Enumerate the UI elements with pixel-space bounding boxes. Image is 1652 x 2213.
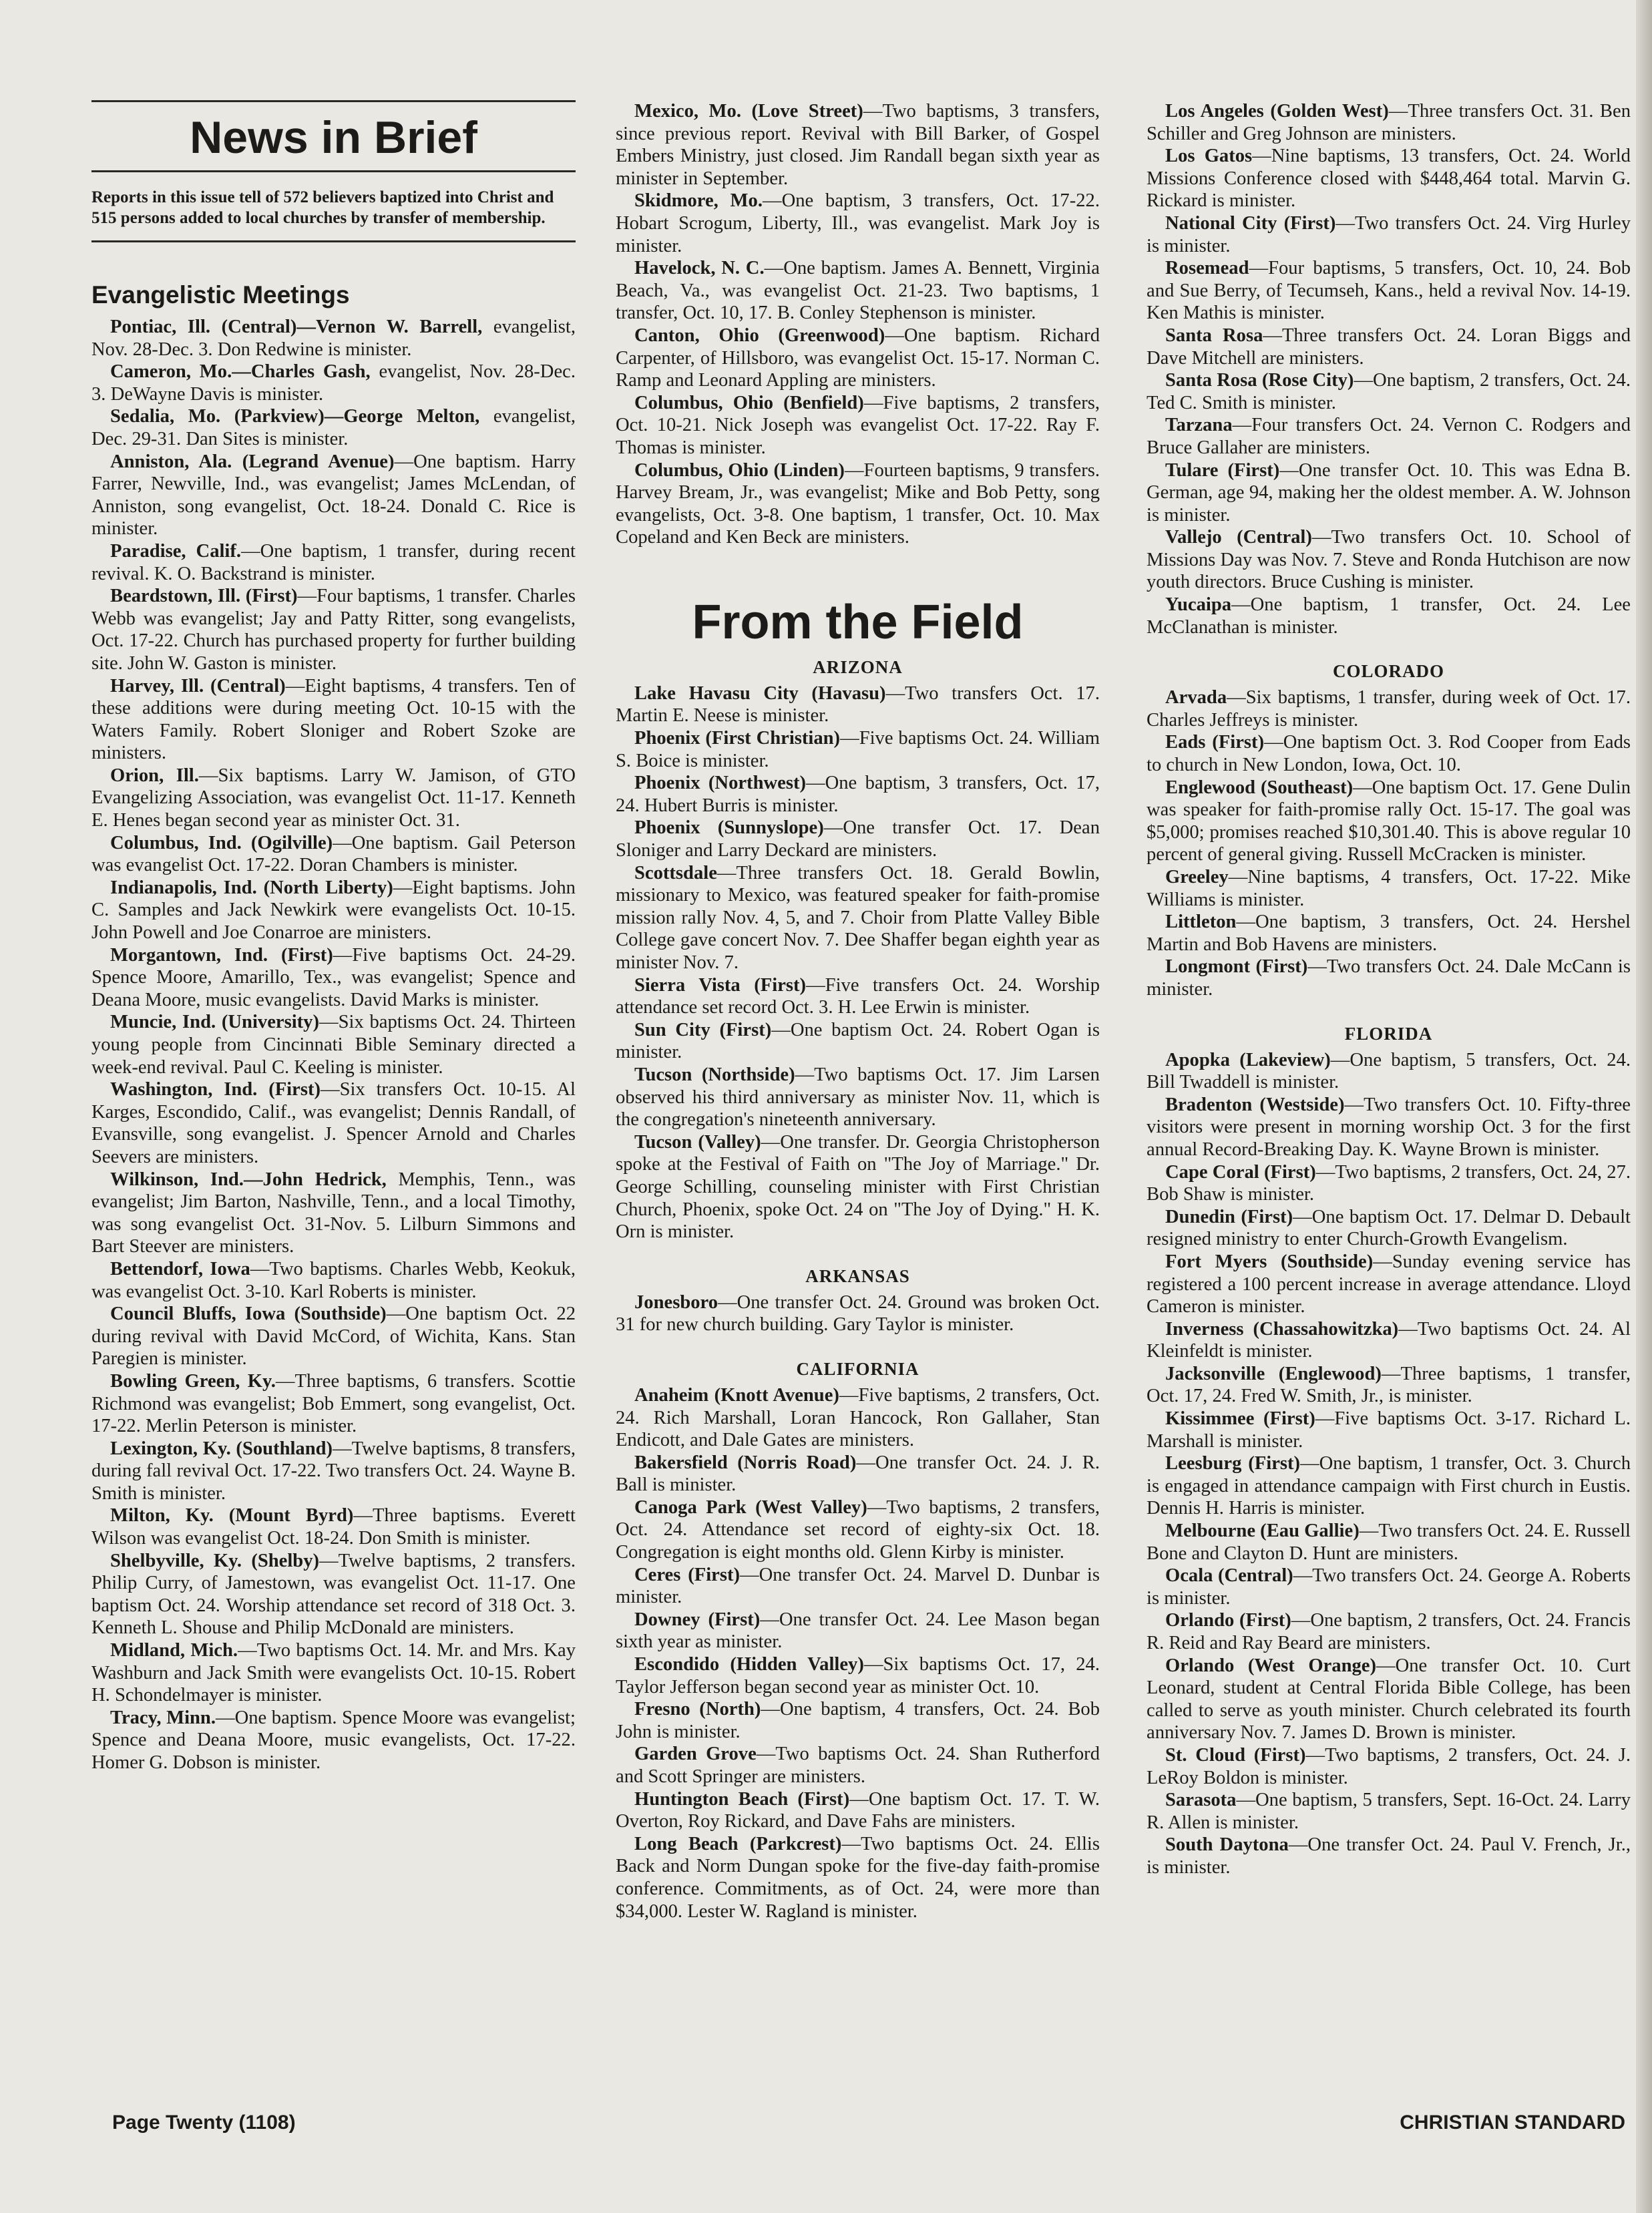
entry-place: Longmont (First) bbox=[1165, 956, 1308, 978]
entry-text: —Four baptisms, 5 transfers, Oct. 10, 24. Bob and Sue Berry, of Tecumseh, Kans., held a revival Nov. 14-19. Ken Mathis is minister. bbox=[1147, 258, 1631, 324]
entry bbox=[1147, 1655, 1631, 1744]
entry bbox=[1147, 212, 1631, 257]
entry bbox=[1147, 777, 1631, 866]
publication-name: CHRISTIAN STANDARD bbox=[1400, 2111, 1625, 2134]
entry-place: Sun City (First) bbox=[634, 1019, 772, 1040]
entry bbox=[616, 325, 1100, 392]
entry bbox=[1147, 1408, 1631, 1452]
entry bbox=[616, 817, 1100, 861]
entry-text: —One transfer. Dr. Georgia Christopherson spoke at the Festival of Faith on "The Joy of Marriage." Dr. George Schilling, counseling minister with First Christian Church, Phoenix, spoke Oct. 24 on "The Joy of Dying." H. K. Orn is minister. bbox=[616, 1131, 1100, 1243]
entry bbox=[91, 944, 576, 1012]
entry-text: —One baptism, 3 transfers, Oct. 17-22. Hobart Scrogum, Liberty, Ill., was evangelist. Mark Joy is minister. bbox=[616, 190, 1100, 256]
entry-text: —One baptism, 1 transfer, Oct. 24. Lee McClanathan is minister. bbox=[1147, 594, 1631, 638]
entry bbox=[91, 1438, 576, 1505]
entry bbox=[1147, 866, 1631, 911]
entry-place: Bowling Green, Ky. bbox=[110, 1370, 276, 1392]
news-in-brief-title: News in Brief bbox=[190, 112, 477, 163]
entry-text: —Three transfers Oct. 24. Loran Biggs and Dave Mitchell are ministers. bbox=[1147, 325, 1631, 369]
entry-place: Lake Havasu City (Havasu) bbox=[634, 682, 886, 704]
entry-text: —Fourteen baptisms, 9 transfers. Harvey Bream, Jr., was evangelist; Mike and Bob Petty, song evangelists, Oct. 3-8. One baptism, 1 transfer, Oct. 10. Max Copeland and Ken Beck are ministers. bbox=[616, 459, 1100, 548]
entry-text: —Twelve baptisms, 8 transfers, during fall revival Oct. 17-22. Two transfers Oct. 24. Wayne B. Smith is minister. bbox=[91, 1438, 576, 1504]
entry bbox=[616, 459, 1100, 549]
entry bbox=[616, 862, 1100, 974]
entry-text: —Three baptisms. Everett Wilson was evangelist Oct. 18-24. Don Smith is minister. bbox=[91, 1505, 576, 1549]
entry-place: Greeley bbox=[1165, 867, 1229, 887]
entry bbox=[1147, 1206, 1631, 1251]
entry bbox=[91, 405, 576, 450]
entry-text: —One baptism. Harry Farrer, Newville, Ind., was evangelist; James McLendan, of Anniston, song evangelist, Oct. 18-24. Donald C. Rice is minister. bbox=[91, 451, 576, 540]
florida-list bbox=[1147, 1049, 1631, 1879]
entry-place: Santa Rosa bbox=[1165, 325, 1263, 346]
entry-place: Orion, Ill. bbox=[110, 765, 199, 786]
entry-text: —Two transfers Oct. 24. E. Russell Bone and Clayton D. Hunt are ministers. bbox=[1147, 1521, 1631, 1564]
entry-text: —Two transfers Oct. 10. School of Missions Day was Nov. 7. Steve and Ronda Hutchison are now youth directors. Bruce Cushing is minister. bbox=[1147, 527, 1631, 593]
entry-place: Tulare (First) bbox=[1165, 459, 1280, 481]
entry-text: —Two transfers Oct. 17. Martin E. Neese is minister. bbox=[616, 682, 1100, 727]
entry-place: Santa Rosa (Rose City) bbox=[1165, 370, 1354, 391]
entry bbox=[1147, 1251, 1631, 1318]
entry bbox=[616, 1833, 1100, 1923]
entry-place: Eads (First) bbox=[1165, 732, 1265, 753]
entry bbox=[616, 1019, 1100, 1064]
entry-text: —One transfer Oct. 17. Dean Sloniger and Larry Deckard are ministers. bbox=[616, 817, 1100, 861]
entry bbox=[91, 451, 576, 540]
entry-place: Fort Myers (Southside) bbox=[1165, 1251, 1374, 1272]
state-heading-florida: FLORIDA bbox=[1344, 1023, 1433, 1044]
entry bbox=[91, 1078, 576, 1168]
entry-text: —Five baptisms, 2 transfers, Oct. 10-21. Nick Joseph was evangelist Oct. 17-22. Ray F. Thomas is minister. bbox=[616, 392, 1100, 458]
entry-place: Sedalia, Mo. (Parkview)—George Melton, bbox=[110, 406, 480, 427]
entry-text: —Five transfers Oct. 24. Worship attendance set record Oct. 3. H. Lee Erwin is minister. bbox=[616, 974, 1100, 1018]
entry-text: —Sunday evening service has registered a 100 percent increase in average attendance. Lloyd Cameron is minister. bbox=[1147, 1251, 1631, 1318]
entry-place: Sarasota bbox=[1165, 1790, 1237, 1811]
entry-place: Bradenton (Westside) bbox=[1165, 1094, 1345, 1115]
entry-text: —One baptism, 3 transfers, Oct. 17, 24. Hubert Burris is minister. bbox=[616, 773, 1100, 816]
entry-place: South Daytona bbox=[1165, 1834, 1289, 1856]
entry-text: —Six baptisms. Larry W. Jamison, of GTO Evangelizing Association, was evangelist Oct. 11-17. Kenneth E. Henes began second year as minister Oct. 31. bbox=[91, 765, 576, 831]
california-list-a bbox=[616, 1384, 1100, 1923]
entry-text: —One baptism, 1 transfer, during recent revival. K. O. Backstrand is minister. bbox=[91, 540, 576, 584]
entry-text: —Two baptisms, 3 transfers, since previous report. Revival with Bill Barker, of Gospel Embers Ministry, just closed. Jim Randall began sixth year as minister in September. bbox=[616, 101, 1100, 189]
entry bbox=[1147, 1609, 1631, 1654]
entry-text: Memphis, Tenn., was evangelist; Jim Barton, Nashville, Tenn., and a local Timothy, was song evangelist Oct. 31-Nov. 5. Lilburn Simmons and Bart Steever are ministers. bbox=[91, 1169, 576, 1257]
entry bbox=[1147, 325, 1631, 369]
entry-text: —One baptism. Gail Peterson was evangelist Oct. 17-22. Doran Chambers is minister. bbox=[91, 832, 576, 876]
news-in-brief-intro: Reports in this issue tell of 572 believers baptized into Christ and 515 persons added to local churches by transfer of membership. bbox=[91, 188, 554, 227]
entry-text: —Six transfers Oct. 10-15. Al Karges, Escondido, Calif., was evangelist; Dennis Randall, of Evansville, song evangelist. J. Spencer Arnold and Charles Seevers are ministers. bbox=[91, 1079, 576, 1167]
entry bbox=[91, 585, 576, 674]
entry bbox=[1147, 257, 1631, 325]
entry-text: evangelist, Dec. 29-31. Dan Sites is minister. bbox=[91, 406, 576, 449]
entry bbox=[1147, 1318, 1631, 1363]
entry-text: —Two baptisms. Charles Webb, Keokuk, was evangelist Oct. 3-10. Karl Roberts is minister. bbox=[91, 1258, 576, 1302]
entry-place: Long Beach (Parkcrest) bbox=[634, 1833, 842, 1854]
entry-text: —One transfer Oct. 10. This was Edna B. German, age 94, making her the oldest member. A. W. Johnson is minister. bbox=[1147, 459, 1631, 526]
entry bbox=[91, 877, 576, 944]
entry-text: —Two baptisms Oct. 24. Ellis Back and Norm Dungan spoke for the five-day faith-promise conference. Commitments, as of Oct. 24, were more than $34,000. Lester W. Ragland is minister. bbox=[616, 1833, 1100, 1922]
colorado-list bbox=[1147, 686, 1631, 1000]
entry-place: Canoga Park (West Valley) bbox=[634, 1496, 867, 1518]
entry-text: —Two baptisms, 2 transfers, Oct. 24, 27. Bob Shaw is minister. bbox=[1147, 1161, 1631, 1205]
entry-text: —Two transfers Oct. 24. George A. Roberts is minister. bbox=[1147, 1565, 1631, 1609]
entry-text: —One baptism Oct. 22 during revival with David McCord, of Wichita, Kans. Stan Paregien is minister. bbox=[91, 1303, 576, 1370]
entry bbox=[1147, 731, 1631, 776]
entry bbox=[91, 1504, 576, 1549]
entry bbox=[616, 974, 1100, 1019]
entry-place: Rosemead bbox=[1165, 258, 1249, 279]
state-heading-colorado: COLORADO bbox=[1332, 661, 1444, 682]
column-1 bbox=[91, 100, 576, 1774]
entry-place: Orlando (First) bbox=[1165, 1610, 1291, 1631]
entry-text: —Five baptisms, 2 transfers, Oct. 24. Rich Marshall, Loran Hancock, Ron Gallaher, Stan Endicott, and Dale Gates are ministers. bbox=[616, 1384, 1100, 1451]
entry-place: Wilkinson, Ind.—John Hedrick, bbox=[110, 1169, 387, 1190]
entry-place: Bakersfield (Norris Road) bbox=[634, 1452, 857, 1473]
entry-place: Sierra Vista (First) bbox=[634, 974, 807, 996]
entry-place: Anaheim (Knott Avenue) bbox=[634, 1384, 839, 1406]
entry-place: Littleton bbox=[1165, 912, 1237, 933]
entry-text: —Twelve baptisms, 2 transfers. Philip Curry, of Jamestown, was evangelist Oct. 11-17. One baptism Oct. 24. Worship attendance set record of 318 Oct. 3. Kenneth L. Shouse and Philip McDonald are ministers. bbox=[91, 1550, 576, 1639]
entry bbox=[616, 100, 1100, 190]
entry bbox=[91, 1370, 576, 1438]
entry-place: Milton, Ky. (Mount Byrd) bbox=[110, 1505, 354, 1527]
entry bbox=[1147, 1834, 1631, 1878]
entry bbox=[616, 1609, 1100, 1653]
entry-place: Orlando (West Orange) bbox=[1165, 1655, 1377, 1676]
entry-text: —Three transfers Oct. 31. Ben Schiller and Greg Johnson are ministers. bbox=[1147, 101, 1631, 144]
entry-place: Washington, Ind. (First) bbox=[110, 1079, 321, 1100]
entry-place: Council Bluffs, Iowa (Southside) bbox=[110, 1303, 387, 1325]
entry-text: —Two baptisms, 2 transfers, Oct. 24. J. LeRoy Boldon is minister. bbox=[1147, 1744, 1631, 1788]
entry-place: Tucson (Valley) bbox=[634, 1131, 761, 1153]
entry-text: —One baptism, 4 transfers, Oct. 24. Bob John is minister. bbox=[616, 1699, 1100, 1742]
entry bbox=[616, 727, 1100, 772]
entry bbox=[616, 1698, 1100, 1743]
entry bbox=[1147, 1520, 1631, 1565]
entry-place: Skidmore, Mo. bbox=[634, 190, 763, 212]
entry-place: Los Gatos bbox=[1165, 146, 1253, 167]
meetings-list-b bbox=[616, 100, 1100, 549]
entry-place: Anniston, Ala. (Legrand Avenue) bbox=[110, 451, 395, 472]
entry-text: —Six baptisms, 1 transfer, during week of Oct. 17. Charles Jeffreys is minister. bbox=[1147, 687, 1631, 731]
entry-place: Tracy, Minn. bbox=[110, 1707, 216, 1728]
entry-text: —One transfer Oct. 24. Lee Mason began sixth year as minister. bbox=[616, 1609, 1100, 1653]
entry-place: Phoenix (Northwest) bbox=[634, 773, 806, 794]
entry-text: evangelist, Nov. 28-Dec. 3. Don Redwine is minister. bbox=[91, 317, 576, 360]
entry bbox=[91, 765, 576, 832]
entry-text: —Three baptisms, 1 transfer, Oct. 17, 24. Fred W. Smith, Jr., is minister. bbox=[1147, 1363, 1631, 1407]
entry bbox=[91, 1258, 576, 1303]
entry-place: Cameron, Mo.—Charles Gash, bbox=[110, 361, 371, 383]
entry bbox=[1147, 1161, 1631, 1206]
entry bbox=[1147, 1049, 1631, 1094]
entry-text: —Nine baptisms, 4 transfers, Oct. 17-22. Mike Williams is minister. bbox=[1147, 867, 1631, 910]
entry-place: Scottsdale bbox=[634, 862, 717, 883]
entry-text: —Eight baptisms. John C. Samples and Jack Newkirk were evangelists Oct. 10-15. John Powell and Joe Conarroe are ministers. bbox=[91, 877, 576, 944]
entry-place: Vallejo (Central) bbox=[1165, 527, 1312, 548]
entry-text: —Four transfers Oct. 24. Vernon C. Rodgers and Bruce Gallaher are ministers. bbox=[1147, 415, 1631, 458]
entry bbox=[1147, 1363, 1631, 1408]
state-heading-arkansas: ARKANSAS bbox=[805, 1265, 910, 1286]
entry bbox=[616, 1496, 1100, 1564]
entry-place: Inverness (Chassahowitzka) bbox=[1165, 1318, 1399, 1340]
entry-text: —Two transfers Oct. 24. Virg Hurley is minister. bbox=[1147, 212, 1631, 256]
entry-place: Arvada bbox=[1165, 687, 1227, 709]
entry-text: —Two baptisms Oct. 24. Al Kleinfeldt is minister. bbox=[1147, 1318, 1631, 1362]
entry-text: —Five baptisms Oct. 24-29. Spence Moore, Amarillo, Tex., was evangelist; Spence and Deana Moore, music evangelists. David Marks is minister. bbox=[91, 944, 576, 1010]
rule bbox=[91, 170, 576, 172]
entry-place: Columbus, Ohio (Benfield) bbox=[634, 392, 864, 413]
entry-place: Columbus, Ohio (Linden) bbox=[634, 459, 845, 481]
entry bbox=[91, 1011, 576, 1078]
entry-text: —Two baptisms Oct. 17. Jim Larsen observed his third anniversary as minister Nov. 11, which is the congregation's nineteenth anniversary. bbox=[616, 1064, 1100, 1131]
state-heading-arizona: ARIZONA bbox=[813, 656, 903, 677]
entry bbox=[91, 316, 576, 361]
entry-text: —One baptism Oct. 3. Rod Cooper from Eads to church in New London, Iowa, Oct. 10. bbox=[1147, 732, 1631, 776]
entry-place: Leesburg (First) bbox=[1165, 1453, 1301, 1474]
entry-place: Beardstown, Ill. (First) bbox=[110, 586, 298, 607]
entry-text: —Five baptisms Oct. 24. William S. Boice is minister. bbox=[616, 728, 1100, 771]
entry bbox=[1147, 369, 1631, 414]
entry bbox=[616, 190, 1100, 257]
entry-text: —One baptism, 2 transfers, Oct. 24. Francis R. Reid and Ray Beard are ministers. bbox=[1147, 1610, 1631, 1653]
entry-text: —One baptism. Spence Moore was evangelist; Spence and Deana Moore, music evangelists, Oct. 17-22. Homer G. Dobson is minister. bbox=[91, 1707, 576, 1773]
entry bbox=[91, 1303, 576, 1370]
entry-place: Los Angeles (Golden West) bbox=[1165, 101, 1389, 122]
entry-text: —One baptism, 5 transfers, Sept. 16-Oct. 24. Larry R. Allen is minister. bbox=[1147, 1790, 1631, 1833]
entry bbox=[1147, 956, 1631, 1000]
entry-text: —Five baptisms Oct. 3-17. Richard L. Marshall is minister. bbox=[1147, 1408, 1631, 1452]
entry bbox=[91, 675, 576, 765]
entry-text: —One baptism, 1 transfer, Oct. 3. Church is engaged in attendance campaign with First church in Eustis. Dennis H. Harris is minister. bbox=[1147, 1453, 1631, 1519]
entry-place: Muncie, Ind. (University) bbox=[110, 1012, 319, 1033]
entry bbox=[91, 832, 576, 877]
arkansas-list bbox=[616, 1291, 1100, 1336]
entry bbox=[1147, 594, 1631, 638]
entry-place: Yucaipa bbox=[1165, 594, 1232, 616]
entry-place: Shelbyville, Ky. (Shelby) bbox=[110, 1550, 320, 1571]
entry-text: —One baptism. James A. Bennett, Virginia Beach, Va., was evangelist Oct. 21-23. Two baptisms, 1 transfer, Oct. 10, 17. B. Conley Stephenson is minister. bbox=[616, 258, 1100, 324]
entry-place: Fresno (North) bbox=[634, 1699, 761, 1720]
entry bbox=[616, 1131, 1100, 1243]
evangelistic-meetings-heading: Evangelistic Meetings bbox=[91, 281, 350, 309]
entry-place: Kissimmee (First) bbox=[1165, 1408, 1315, 1430]
entry-text: —One baptism Oct. 24. Robert Ogan is minister. bbox=[616, 1019, 1100, 1063]
entry bbox=[616, 1064, 1100, 1131]
entry bbox=[91, 1550, 576, 1639]
entry-place: Englewood (Southeast) bbox=[1165, 777, 1354, 798]
entry-place: Jonesboro bbox=[634, 1291, 718, 1313]
entry bbox=[616, 1384, 1100, 1452]
entry-text: —Nine baptisms, 13 transfers, Oct. 24. World Missions Conference closed with $448,464 total. Marvin G. Rickard is minister. bbox=[1147, 146, 1631, 212]
entry-text: —One baptism, 2 transfers, Oct. 24. Ted C. Smith is minister. bbox=[1147, 370, 1631, 413]
entry-place: Tarzana bbox=[1165, 415, 1233, 436]
page-number: Page Twenty (1108) bbox=[112, 2111, 296, 2134]
entry-text: —Two transfers Oct. 10. Fifty-three visitors were present in morning worship Oct. 3 for the first annual Record-Breaking Day. K. Wayne Brown is minister. bbox=[1147, 1094, 1631, 1160]
entry-place: Morgantown, Ind. (First) bbox=[110, 944, 333, 966]
rule bbox=[91, 240, 576, 242]
entry-text: —One baptism. Richard Carpenter, of Hillsboro, was evangelist Oct. 15-17. Norman C. Ramp and Leonard Appling are ministers. bbox=[616, 325, 1100, 391]
entry-place: Harvey, Ill. (Central) bbox=[110, 675, 286, 696]
entry bbox=[616, 1743, 1100, 1788]
entry-text: —One transfer Oct. 24. J. R. Ball is minister. bbox=[616, 1452, 1100, 1496]
entry-place: Indianapolis, Ind. (North Liberty) bbox=[110, 877, 393, 898]
entry bbox=[91, 361, 576, 405]
column-2 bbox=[616, 100, 1100, 1923]
entry-place: Bettendorf, Iowa bbox=[110, 1258, 250, 1279]
entry-text: —One transfer Oct. 10. Curt Leonard, student at Central Florida Bible College, has been called to serve as youth minister. Church celebrated its fourth anniversary Nov. 7. James D. Brown is minister. bbox=[1147, 1655, 1631, 1744]
entry-place: National City (First) bbox=[1165, 212, 1336, 234]
entry-place: Jacksonville (Englewood) bbox=[1165, 1363, 1382, 1384]
entry bbox=[1147, 1094, 1631, 1161]
rule-top bbox=[91, 100, 576, 102]
entry-text: —Six baptisms Oct. 17, 24. Taylor Jefferson began second year as minister Oct. 10. bbox=[616, 1654, 1100, 1697]
entry-place: Apopka (Lakeview) bbox=[1165, 1049, 1331, 1070]
entry-text: —One transfer Oct. 24. Paul V. French, Jr., is minister. bbox=[1147, 1834, 1631, 1878]
entry-place: Havelock, N. C. bbox=[634, 258, 765, 279]
entry-place: Phoenix (First Christian) bbox=[634, 728, 841, 749]
entry-place: Melbourne (Eau Gallie) bbox=[1165, 1521, 1360, 1542]
entry bbox=[1147, 526, 1631, 594]
entry-place: St. Cloud (First) bbox=[1165, 1744, 1306, 1766]
entry-place: Ceres (First) bbox=[634, 1564, 740, 1585]
entry bbox=[1147, 1452, 1631, 1520]
entry-place: Paradise, Calif. bbox=[110, 540, 242, 562]
entry bbox=[616, 257, 1100, 325]
entry-place: Dunedin (First) bbox=[1165, 1206, 1293, 1227]
entry bbox=[91, 1639, 576, 1707]
entry-text: —Two baptisms Oct. 24. Shan Rutherford and Scott Springer are ministers. bbox=[616, 1744, 1100, 1787]
entry-place: Ocala (Central) bbox=[1165, 1565, 1293, 1587]
entry-text: —Two baptisms, 2 transfers, Oct. 24. Attendance set record of eighty-six Oct. 18. Congregation is eight months old. Glenn Kirby is minister. bbox=[616, 1496, 1100, 1563]
entry bbox=[1147, 1789, 1631, 1834]
entry-place: Columbus, Ind. (Ogilville) bbox=[110, 832, 333, 853]
entry bbox=[1147, 100, 1631, 145]
entry bbox=[91, 1707, 576, 1774]
entry bbox=[1147, 414, 1631, 459]
entry-text: —One baptism, 3 transfers, Oct. 24. Hershel Martin and Bob Havens are ministers. bbox=[1147, 912, 1631, 955]
entry-place: Lexington, Ky. (Southland) bbox=[110, 1438, 333, 1459]
entry-text: —One baptism Oct. 17. Delmar D. Debault resigned ministry to enter Church-Growth Evangelism. bbox=[1147, 1206, 1631, 1250]
entry-text: —Three transfers Oct. 18. Gerald Bowlin, missionary to Mexico, was featured speaker for faith-promise mission rally Nov. 4, 5, and 7. Choir from Platte Valley Bible College gave concert Nov. 7. Dee Shaffer began eighth year as minister Nov. 7. bbox=[616, 862, 1100, 973]
meetings-list-a bbox=[91, 316, 576, 1774]
entry-place: Pontiac, Ill. (Central)—Vernon W. Barrell, bbox=[110, 317, 483, 337]
entry bbox=[616, 682, 1100, 727]
entry bbox=[616, 1291, 1100, 1336]
entry bbox=[616, 392, 1100, 459]
entry-place: Garden Grove bbox=[634, 1744, 757, 1765]
entry bbox=[616, 1564, 1100, 1609]
entry-place: Cape Coral (First) bbox=[1165, 1161, 1316, 1183]
state-heading-california: CALIFORNIA bbox=[796, 1358, 919, 1379]
entry-text: —Two baptisms Oct. 14. Mr. and Mrs. Kay Washburn and Jack Smith were evangelists Oct. 10-15. Robert H. Schondelmayer is minister. bbox=[91, 1640, 576, 1706]
entry bbox=[616, 1653, 1100, 1698]
entry bbox=[91, 540, 576, 585]
entry-place: Canton, Ohio (Greenwood) bbox=[634, 325, 885, 346]
entry bbox=[1147, 1744, 1631, 1789]
entry-text: —One transfer Oct. 24. Ground was broken Oct. 31 for new church building. Gary Taylor is minister. bbox=[616, 1291, 1100, 1336]
entry bbox=[1147, 1565, 1631, 1609]
entry-text: —Four baptisms, 1 transfer. Charles Webb was evangelist; Jay and Patty Ritter, song evangelists, Oct. 17-22. Church has purchased property for further building site. John W. Gaston is minister. bbox=[91, 586, 576, 674]
entry bbox=[91, 1169, 576, 1258]
entry-place: Tucson (Northside) bbox=[634, 1064, 795, 1085]
entry-text: —One baptism Oct. 17. T. W. Overton, Roy Rickard, and Dave Fahs are ministers. bbox=[616, 1788, 1100, 1832]
entry bbox=[616, 1788, 1100, 1833]
entry bbox=[616, 772, 1100, 817]
entry-place: Midland, Mich. bbox=[110, 1640, 238, 1661]
entry-place: Phoenix (Sunnyslope) bbox=[634, 817, 824, 839]
entry-place: Mexico, Mo. (Love Street) bbox=[634, 101, 863, 122]
entry-text: —One baptism Oct. 17. Gene Dulin was speaker for faith-promise rally Oct. 15-17. The goal was $5,000; promises reached $10,301.40. This is above regular 10 percent of general giving. Russell McCracken is minister. bbox=[1147, 777, 1631, 865]
entry-text: —Eight baptisms, 4 transfers. Ten of these additions were during meeting Oct. 10-15 with the Waters Family. Robert Sloniger and Robert Szoke are ministers. bbox=[91, 675, 576, 764]
entry bbox=[1147, 911, 1631, 956]
entry bbox=[1147, 145, 1631, 212]
entry-text: —One transfer Oct. 24. Marvel D. Dunbar is minister. bbox=[616, 1564, 1100, 1608]
entry-text: —Six baptisms Oct. 24. Thirteen young people from Cincinnati Bible Seminary directed a week-end revival. Paul C. Keeling is minister. bbox=[91, 1012, 576, 1078]
entry-text: evangelist, Nov. 28-Dec. 3. DeWayne Davis is minister. bbox=[91, 361, 576, 405]
arizona-list bbox=[616, 682, 1100, 1243]
entry-place: Escondido (Hidden Valley) bbox=[634, 1654, 864, 1675]
column-3 bbox=[1147, 100, 1631, 1879]
from-the-field-title: From the Field bbox=[692, 595, 1024, 649]
entry-place: Huntington Beach (First) bbox=[634, 1788, 850, 1810]
entry bbox=[1147, 459, 1631, 527]
entry bbox=[1147, 686, 1631, 731]
entry-text: —Two transfers Oct. 24. Dale McCann is minister. bbox=[1147, 956, 1631, 1000]
entry-place: Downey (First) bbox=[634, 1609, 761, 1630]
entry-text: —Three baptisms, 6 transfers. Scottie Richmond was evangelist; Bob Emmert, song evangelist, Oct. 17-22. Merlin Peterson is minister. bbox=[91, 1370, 576, 1437]
california-list-b bbox=[1147, 100, 1631, 638]
binding-gutter bbox=[1636, 0, 1652, 2213]
entry-text: —One baptism, 5 transfers, Oct. 24. Bill Twaddell is minister. bbox=[1147, 1049, 1631, 1093]
entry bbox=[616, 1452, 1100, 1496]
